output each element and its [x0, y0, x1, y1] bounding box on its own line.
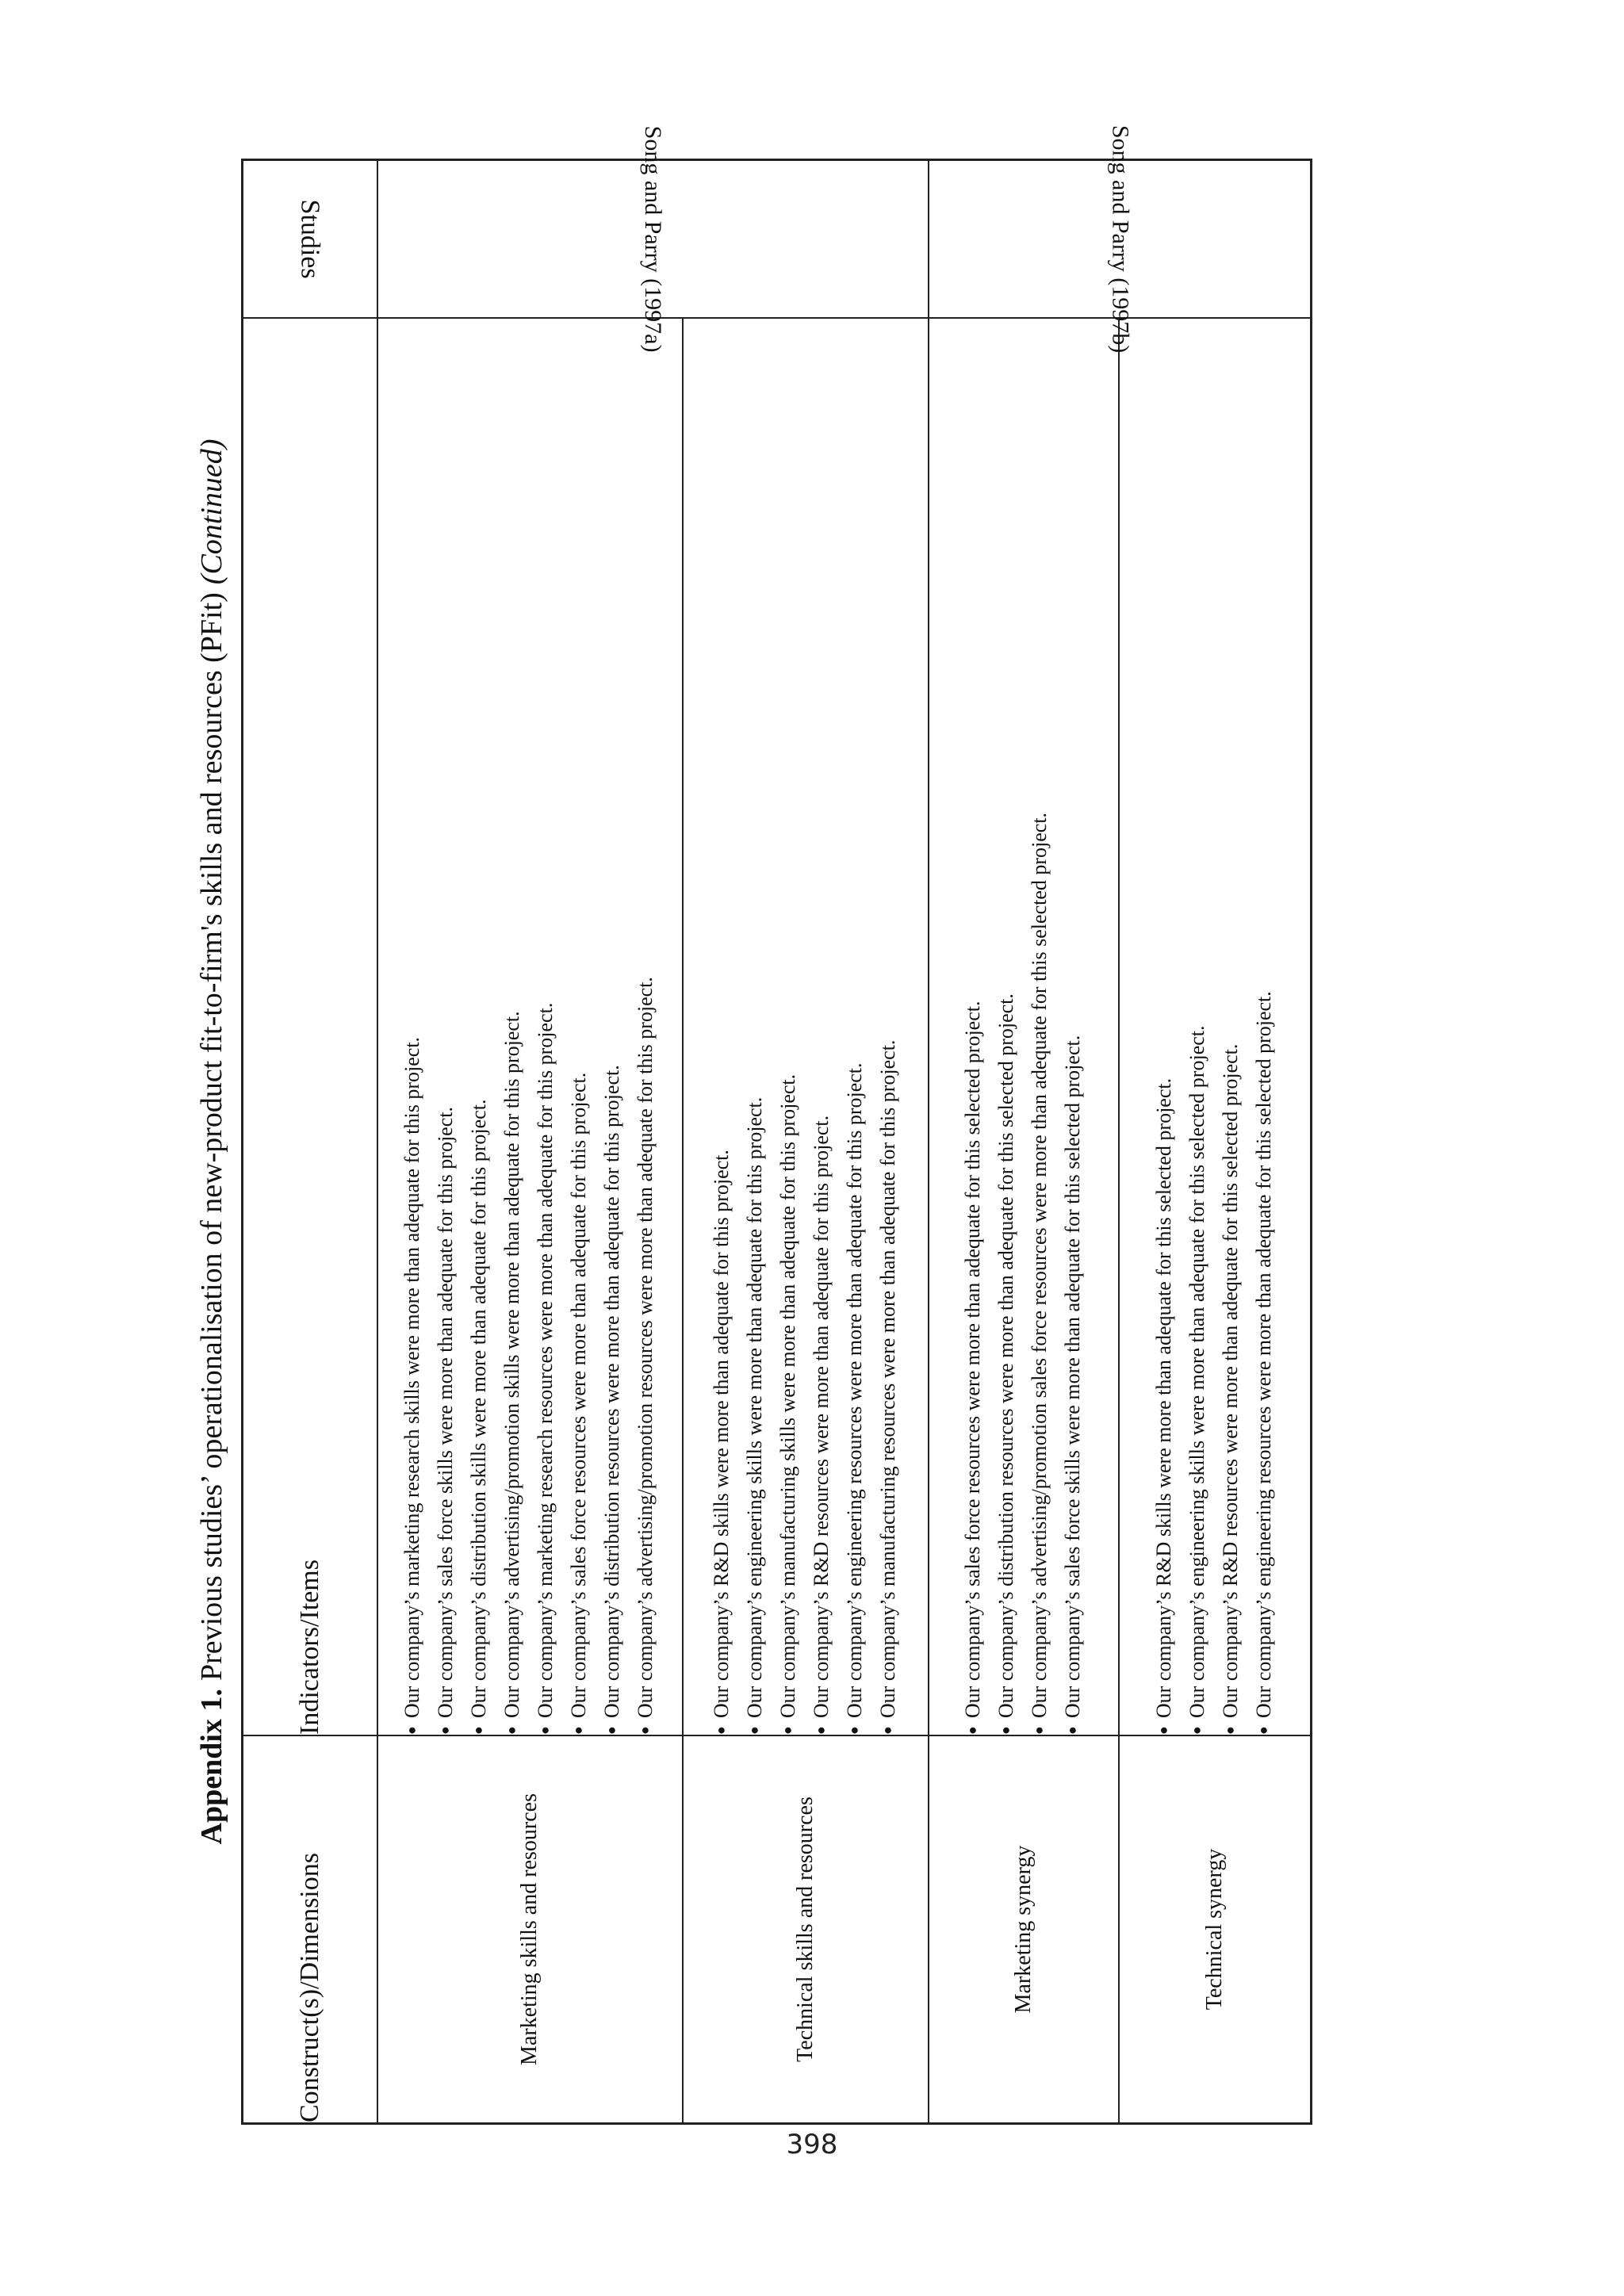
indicator-item: ● Our company’s R&D skills were more than adequate for this selected project. — [1148, 319, 1182, 1735]
indicator-item: ● Our company’s R&D resources were more than adequate for this project. — [806, 319, 839, 1735]
indicator-item: ● Our company’s advertising/promotion skills were more than adequate for this project. — [496, 319, 530, 1735]
study-cell — [377, 125, 929, 353]
indicator-item: ● Our company’s engineering resources were more than adequate for this selected project. — [1248, 319, 1281, 1735]
table-row — [377, 160, 683, 2124]
indicator-item: ● Our company’s marketing research resources were more than adequate for this project. — [530, 319, 563, 1735]
table-row — [1119, 160, 1312, 2124]
indicator-item: ● Our company’s manufacturing skills were more than adequate for this project. — [772, 319, 806, 1735]
study-name: Song and Parry (1997a) — [640, 125, 666, 353]
indicator-item: ● Our company’s engineering resources were more than adequate for this project. — [839, 319, 872, 1735]
caption-text: Previous studies’ operationalisation of new-product fit-to-firm's skills and resources (PFit) — [195, 592, 228, 1682]
study-name: Song and Parry (1997b) — [1106, 124, 1133, 354]
indicator-item: ● Our company’s manufacturing resources were more than adequate for this project. — [872, 319, 906, 1735]
indicator-list — [396, 319, 663, 1735]
indicator-item: ● Our company’s R&D skills were more than adequate for this project. — [706, 319, 739, 1735]
rotated-page — [184, 124, 1310, 2125]
indicators-cell — [1119, 318, 1312, 1735]
table-caption — [184, 159, 239, 2125]
study-cell — [929, 124, 1312, 354]
header-studies — [243, 160, 377, 318]
table-row — [929, 160, 1119, 2124]
header-construct: Construct(s)/Dimensions — [243, 1735, 377, 2124]
indicator-item: ● Our company’s R&D resources were more than adequate for this selected project. — [1215, 319, 1248, 1735]
indicator-item: ● Our company’s distribution resources were more than adequate for this selected project. — [990, 319, 1024, 1735]
indicator-item: ● Our company’s advertising/promotion resources were more than adequate for this project. — [630, 319, 663, 1735]
construct-cell: Marketing synergy — [929, 1735, 1119, 2124]
indicator-item: ● Our company’s engineering skills were more than adequate for this selected project. — [1182, 319, 1215, 1735]
indicator-item: ● Our company’s distribution skills were more than adequate for this project. — [463, 319, 496, 1735]
header-studies-label: Studies — [295, 199, 325, 279]
indicator-item: ● Our company’s sales force resources were more than adequate for this project. — [563, 319, 596, 1735]
indicator-item: ● Our company’s engineering skills were more than adequate for this project. — [739, 319, 772, 1735]
construct-cell: Technical skills and resources — [683, 1735, 929, 2124]
indicator-list — [957, 319, 1090, 1735]
indicator-item: ● Our company’s sales force skills were more than adequate for this selected project. — [1057, 319, 1090, 1735]
table-row — [683, 160, 929, 2124]
indicators-cell — [683, 318, 929, 1735]
indicators-cell — [929, 318, 1119, 1735]
indicator-item: ● Our company’s sales force resources were more than adequate for this selected project. — [957, 319, 990, 1735]
caption-label: Appendix 1. — [195, 1689, 228, 1845]
construct-cell: Technical synergy — [1119, 1735, 1312, 2124]
indicator-item: ● Our company’s sales force skills were more than adequate for this project. — [430, 319, 463, 1735]
caption-continued: (Continued) — [195, 438, 228, 585]
indicator-item: ● Our company’s distribution resources were more than adequate for this project. — [596, 319, 630, 1735]
indicator-item: ● Our company’s advertising/promotion sales force resources were more than adequate for this selected project. — [1024, 319, 1057, 1735]
appendix-table — [241, 124, 1312, 2125]
construct-cell: Marketing skills and resources — [377, 1735, 683, 2124]
indicators-cell — [377, 318, 683, 1735]
page-number: 398 — [786, 2129, 838, 2160]
indicator-list — [706, 319, 906, 1735]
header-row — [243, 160, 377, 2124]
indicator-list — [1148, 319, 1281, 1735]
indicator-item: ● Our company’s marketing research skills were more than adequate for this project. — [396, 319, 430, 1735]
header-indicators: Indicators/Items — [243, 318, 377, 1735]
